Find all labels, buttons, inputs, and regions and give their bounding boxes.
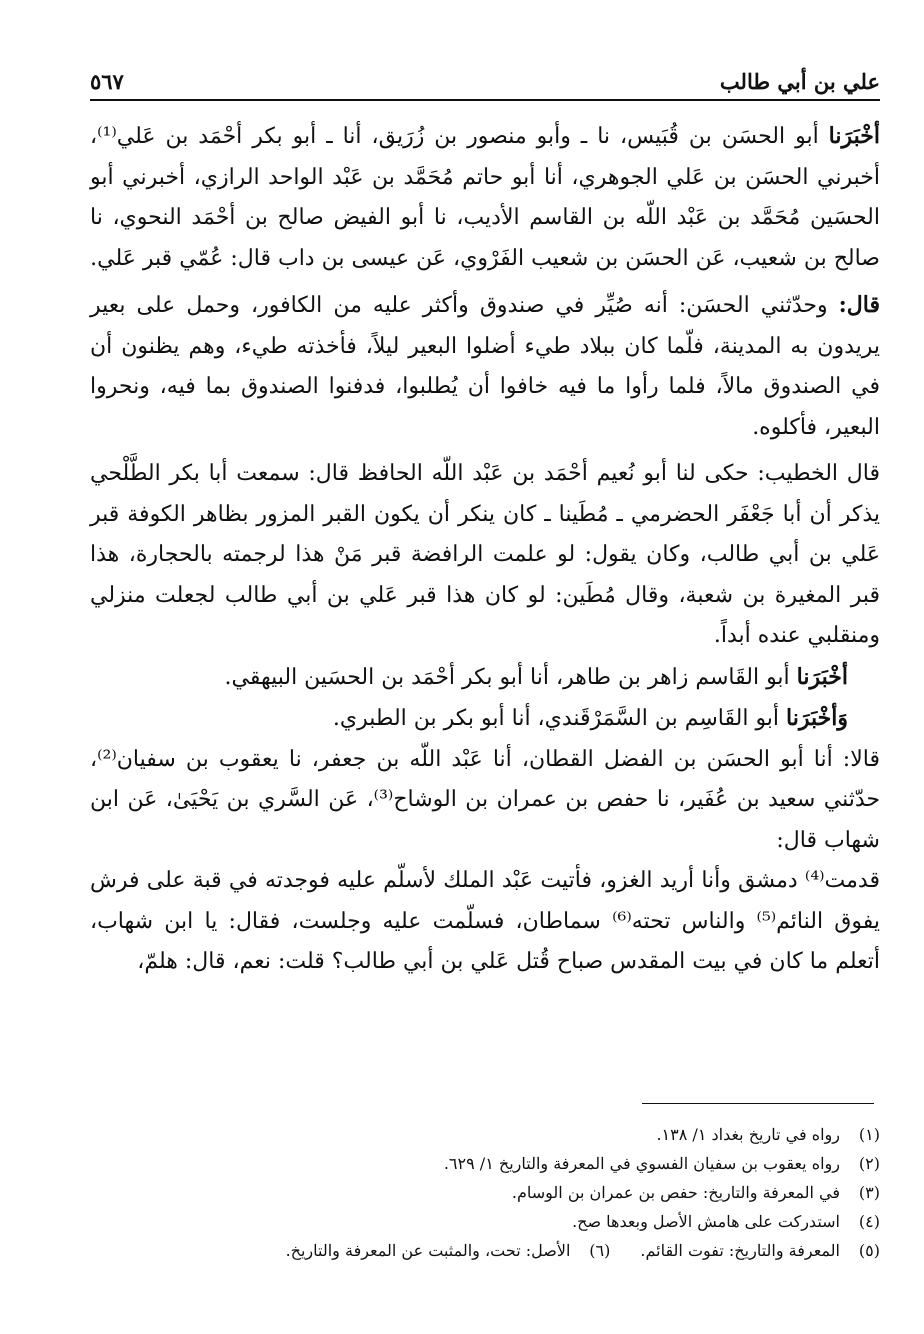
main-text — [90, 116, 880, 983]
footnote-number: (١) — [858, 1125, 880, 1144]
footnote-pair — [90, 1236, 880, 1265]
footnote-text: المعرفة والتاريخ: تفوت القائم. — [640, 1241, 840, 1260]
paragraph-text: أبو الحسَن بن قُبَيس، نا ـ وأبو منصور بن زُرَيق، أنا ـ أبو بكر أحْمَد بن عَلي⁽¹⁾، أخبرني الحسَن بن عَلي الجوهري، أنا أبو حاتم مُحَمَّد بن عَبْد الواحد الرازي، أخبرني أبو الحسَين مُحَمَّد بن عَبْد اللّه بن القاسم الأديب، نا أبو الفيض صالح بن أحْمَد النحوي، نا صالح بن شعيب، عَن الحسَن بن شعيب الفَرْوي، عَن عيسى بن داب قال: عُمّي قبر عَلي. — [90, 124, 880, 271]
running-title: علي بن أبي طالب — [719, 69, 880, 94]
page-number: ٥٦٧ — [90, 69, 124, 94]
footnote — [90, 1178, 880, 1207]
footnote — [90, 1207, 880, 1236]
footnote — [90, 1120, 880, 1149]
footnote-text: استدركت على هامش الأصل وبعدها صح. — [572, 1212, 840, 1231]
paragraph — [90, 116, 880, 279]
footnote — [90, 1149, 880, 1178]
paragraph — [90, 698, 880, 740]
footnote-number: (٤) — [858, 1212, 880, 1231]
footnote — [640, 1236, 880, 1265]
paragraph-text: أبو القَاسم زاهر بن طاهر، أنا أبو بكر أحْمَد بن الحسَين البيهقي. — [224, 664, 797, 690]
paragraph — [90, 285, 880, 448]
paragraph — [90, 740, 880, 862]
footnote — [286, 1236, 611, 1265]
footnote-number: (٣) — [858, 1183, 880, 1202]
paragraph-text: وحدّثني الحسَن: أنه صُيِّر في صندوق وأكثر عليه من الكافور، وحمل على بعير يريدون به المدينة، فلّما كان ببلاد طيء أضلوا البعير ليلاً، فأخذته طيء، وهم يظنون أن في الصندوق مالاً، فلما رأوا ما فيه خافوا أن يُطلبوا، فدفنوا الصندوق بما فيه، ونحروا البعير، فأكلوه. — [90, 293, 880, 440]
footnote-text: رواه يعقوب بن سفيان الفسوي في المعرفة والتاريخ ١/ ٦٢٩. — [443, 1154, 840, 1173]
paragraph — [90, 657, 880, 699]
footnote-text: في المعرفة والتاريخ: حفص بن عمران بن الوسام. — [511, 1183, 840, 1202]
paragraph-text: قال الخطيب: حكى لنا أبو نُعيم أحْمَد بن عَبْد اللّه الحافظ قال: سمعت أبا بكر الطَّلْحي يذكر أن أبا جَعْفَر الحضرمي ـ مُطَينا ـ كان ينكر أن يكون القبر المزور بظاهر الكوفة قبر عَلي بن أبي طالب، وكان يقول: لو علمت الرافضة قبر مَنْ هذا لرجمته بالحجارة، هذا قبر المغيرة بن شعبة، وقال مُطَين: لو كان هذا قبر عَلي بن أبي طالب لجعلت منزلي ومنقلبي عنده أبداً. — [90, 461, 880, 648]
paragraph-text: قدمت⁽⁴⁾ دمشق وأنا أريد الغزو، فأتيت عَبْد الملك لأسلّم عليه فوجدته في قبة على فرش يفوق النائم⁽⁵⁾ والناس تحته⁽⁶⁾ سماطان، فسلّمت عليه وجلست، فقال: يا ابن شهاب، أتعلم ما كان في بيت المقدس صباح قُتل عَلي بن أبي طالب؟ قلت: نعم، قال: هلمّ، — [90, 868, 880, 974]
paragraph-lead: قال: — [838, 292, 880, 318]
paragraph — [90, 454, 880, 657]
paragraph-text: قالا: أنا أبو الحسَن بن الفضل القطان، أنا عَبْد اللّه بن جعفر، نا يعقوب بن سفيان⁽²⁾، حدّثني سعيد بن عُفَير، نا حفص بن عمران بن الوشاح⁽³⁾، عَن السَّري بن يَحْيَىٰ، عَن ابن شهاب قال: — [90, 746, 881, 853]
footnotes — [90, 1120, 880, 1265]
footnote-number: (٥) — [858, 1241, 880, 1260]
footnote-text: الأصل: تحت، والمثبت عن المعرفة والتاريخ. — [285, 1241, 571, 1260]
page-header — [90, 64, 880, 94]
paragraph-lead: أخْبَرَنا — [828, 123, 880, 149]
paragraph-text: أبو القَاسِم بن السَّمَرْقَندي، أنا أبو بكر بن الطبري. — [332, 706, 787, 731]
footnote-text: رواه في تاريخ بغداد ١/ ١٣٨. — [656, 1125, 840, 1144]
paragraph — [90, 861, 880, 983]
paragraph-lead: وَأخْبَرَنا — [786, 705, 848, 731]
header-rule — [90, 99, 880, 101]
footnote-number: (٦) — [589, 1241, 611, 1260]
paragraph-lead: أخْبَرَنا — [796, 663, 848, 690]
footnote-number: (٢) — [858, 1154, 880, 1173]
footnote-rule — [642, 1103, 874, 1104]
